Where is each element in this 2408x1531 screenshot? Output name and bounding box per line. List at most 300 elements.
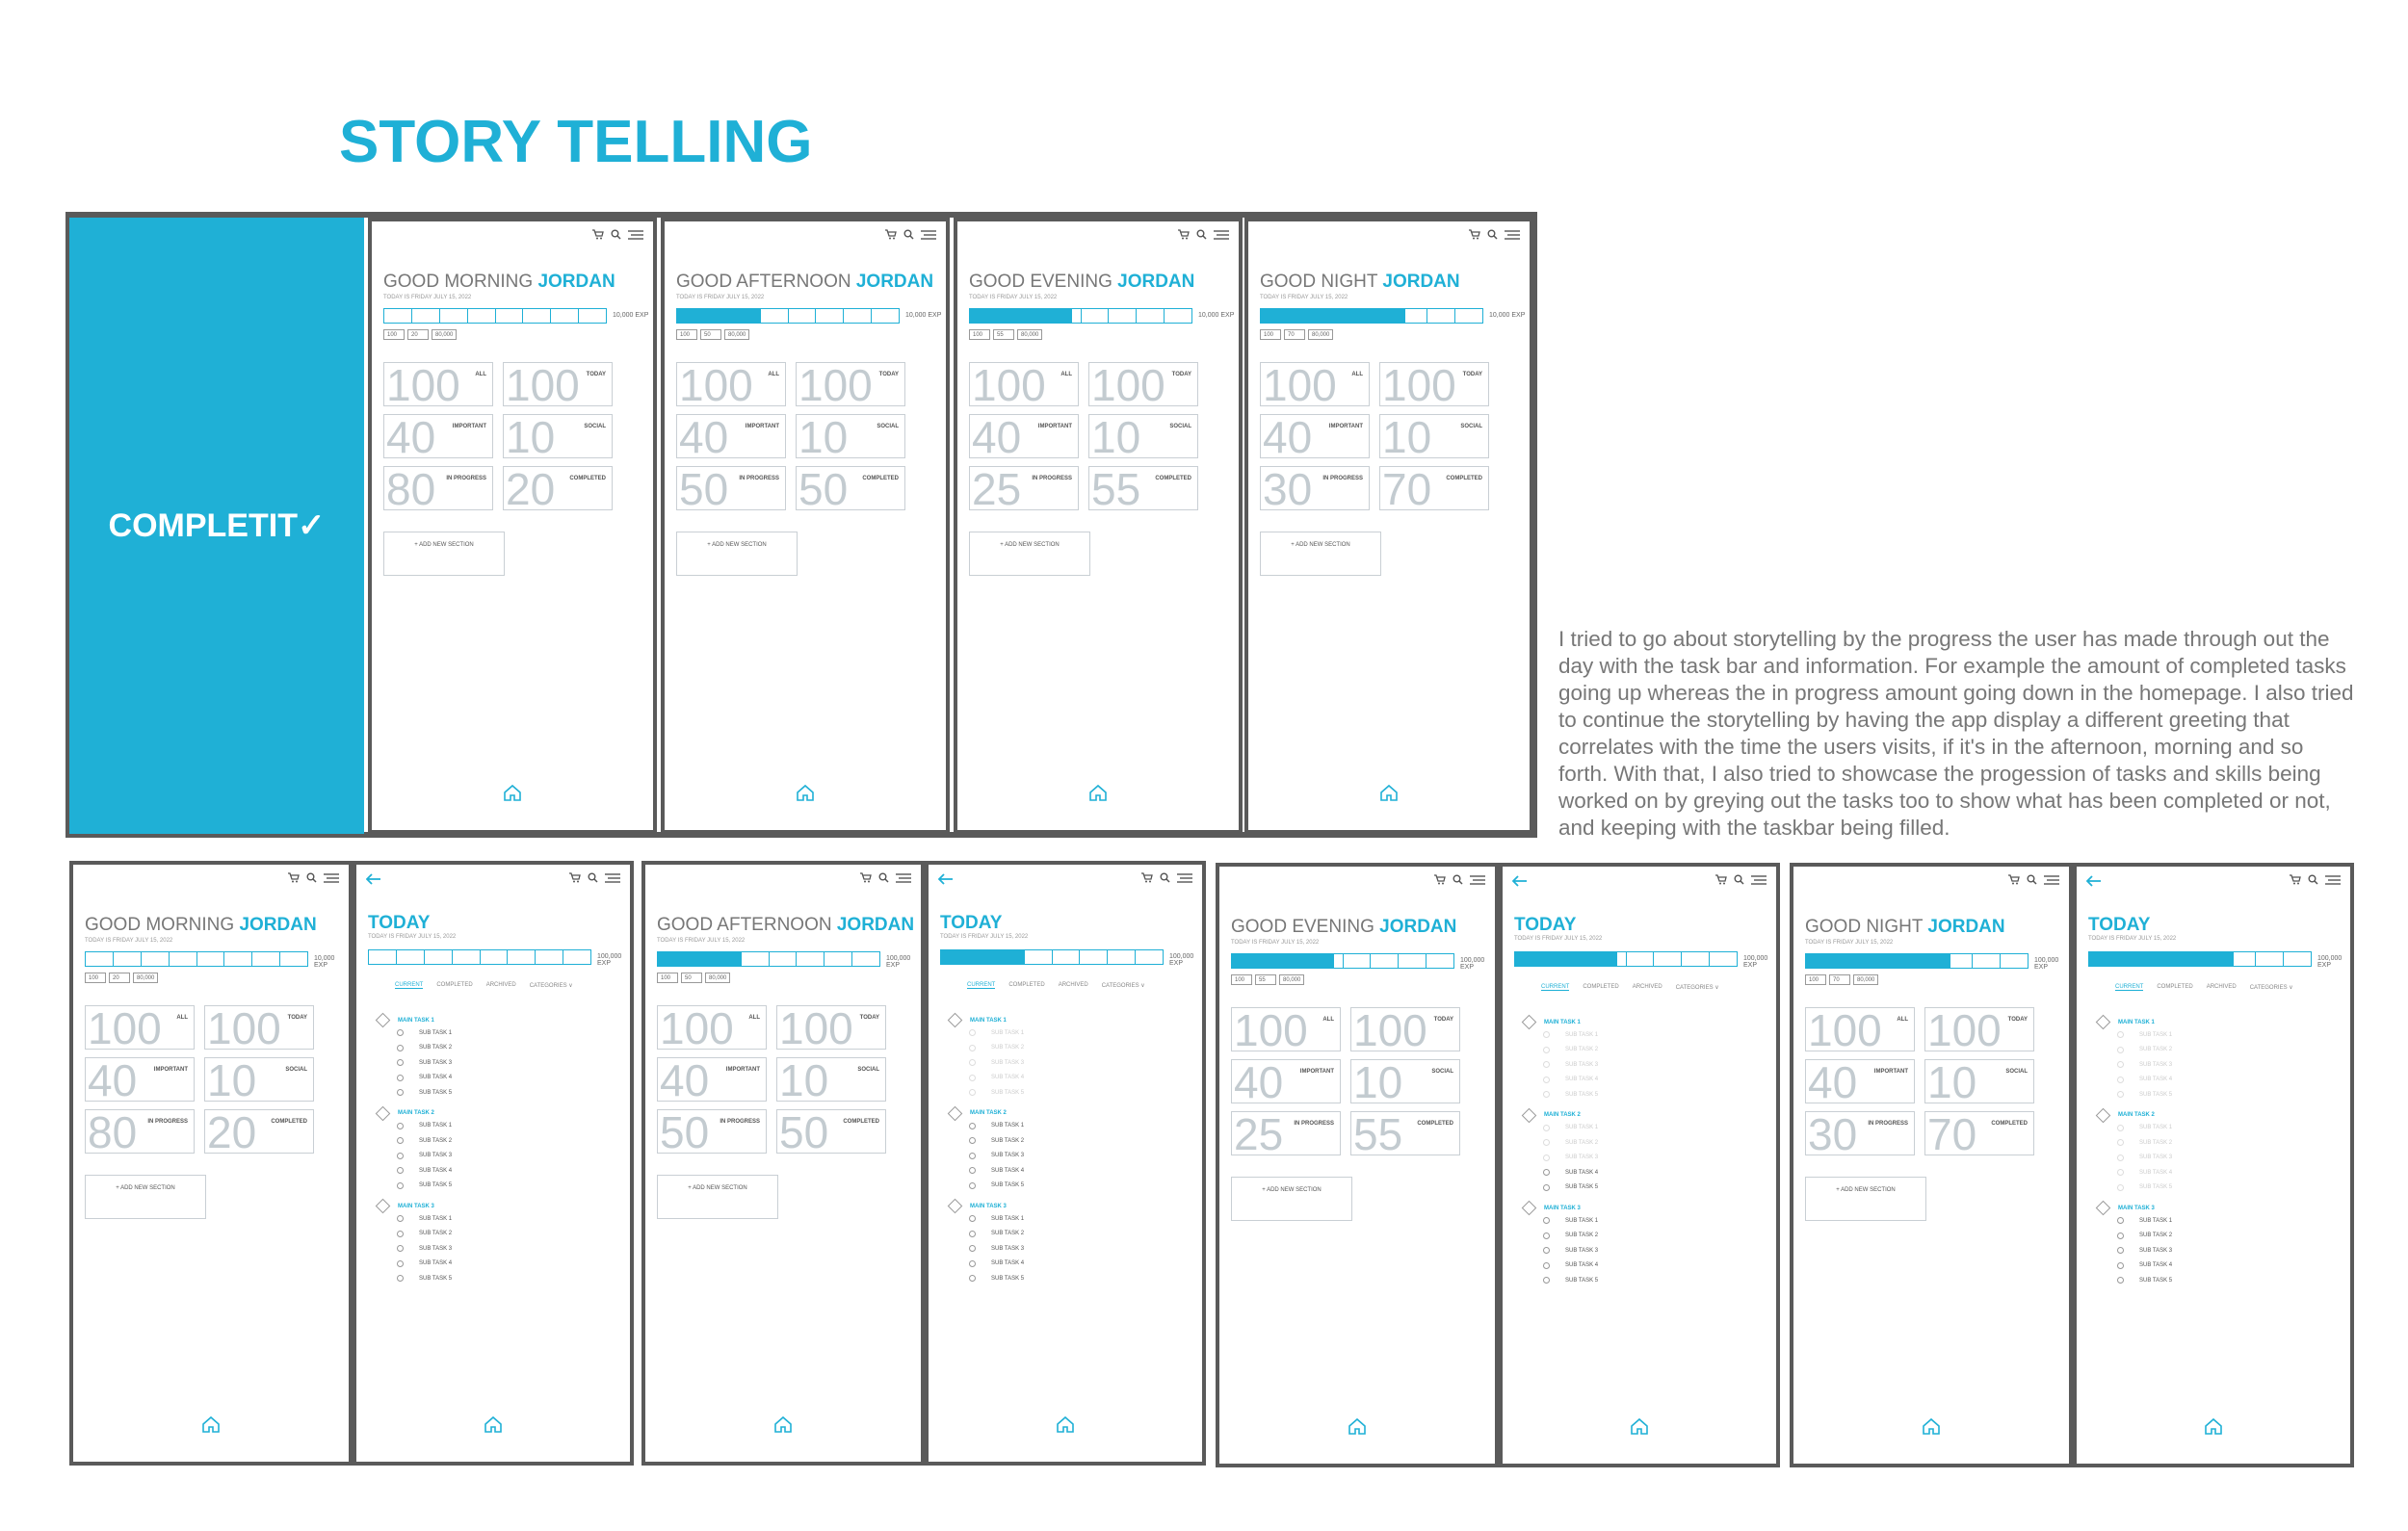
sub-task[interactable] xyxy=(1543,1121,1755,1136)
checkbox-icon[interactable] xyxy=(969,1137,976,1144)
stat-card[interactable] xyxy=(1924,1109,2034,1159)
stat-card[interactable] xyxy=(1231,1005,1341,1055)
sub-task[interactable] xyxy=(1543,1213,1755,1229)
search-icon[interactable] xyxy=(903,229,914,240)
stat-card[interactable] xyxy=(969,464,1079,514)
sub-task[interactable] xyxy=(969,1179,1181,1194)
sub-task[interactable] xyxy=(397,1119,609,1134)
stat-value: 40 xyxy=(679,412,729,462)
xp-segment xyxy=(1710,952,1737,966)
sub-task[interactable] xyxy=(1543,1259,1755,1274)
search-icon[interactable] xyxy=(1160,872,1170,883)
sub-task[interactable] xyxy=(2117,1043,2329,1058)
cart-icon[interactable] xyxy=(885,229,897,240)
main-task[interactable] xyxy=(1524,1110,1755,1121)
stat-card[interactable] xyxy=(1260,412,1370,462)
sub-task[interactable] xyxy=(397,1227,609,1242)
stat-label: ALL xyxy=(1322,1017,1334,1023)
home-icon[interactable] xyxy=(773,1415,793,1439)
checkbox-icon[interactable] xyxy=(2117,1091,2124,1098)
checkbox-icon[interactable] xyxy=(1543,1277,1550,1284)
xp-segment xyxy=(114,952,142,966)
sub-task[interactable] xyxy=(397,1071,609,1086)
menu-icon[interactable] xyxy=(2044,875,2059,885)
sub-task[interactable] xyxy=(969,1227,1181,1242)
sub-task-label: SUB TASK 5 xyxy=(419,1089,453,1096)
checkbox-icon[interactable] xyxy=(1543,1031,1550,1038)
sub-task[interactable] xyxy=(2117,1181,2329,1196)
checkbox-icon[interactable] xyxy=(1543,1061,1550,1068)
home-icon[interactable] xyxy=(1088,784,1108,807)
sub-task-label: SUB TASK 5 xyxy=(991,1089,1025,1096)
search-icon[interactable] xyxy=(2027,874,2037,885)
stat-card[interactable] xyxy=(1350,1005,1460,1055)
stat-card[interactable] xyxy=(776,1107,886,1157)
search-icon[interactable] xyxy=(1453,874,1463,885)
checkbox-icon[interactable] xyxy=(969,1167,976,1174)
sub-task[interactable] xyxy=(397,1055,609,1071)
stat-card[interactable] xyxy=(204,1003,314,1053)
xp-segment xyxy=(852,952,879,966)
stat-card[interactable] xyxy=(503,360,613,410)
add-section-button[interactable]: + ADD NEW SECTION xyxy=(657,1175,778,1219)
back-arrow-icon[interactable] xyxy=(366,872,381,890)
stat-card[interactable] xyxy=(1350,1057,1460,1107)
add-section-button[interactable]: + ADD NEW SECTION xyxy=(1231,1177,1352,1221)
sub-task[interactable] xyxy=(1543,1073,1755,1088)
sub-task[interactable] xyxy=(1543,1181,1755,1196)
checkbox-icon[interactable] xyxy=(969,1245,976,1252)
main-task[interactable] xyxy=(1524,1203,1755,1213)
sub-task-label: SUB TASK 5 xyxy=(2139,1184,2173,1191)
sub-task[interactable] xyxy=(969,1133,1181,1149)
brand-label: COMPLETIT✓ xyxy=(108,507,326,544)
xp-segment xyxy=(2228,952,2256,966)
stat-card[interactable] xyxy=(1805,1109,1915,1159)
sub-task[interactable] xyxy=(969,1211,1181,1227)
main-task[interactable] xyxy=(950,1015,1181,1025)
back-arrow-icon[interactable] xyxy=(938,872,954,890)
main-task[interactable] xyxy=(378,1108,609,1119)
home-icon[interactable] xyxy=(1922,1417,1941,1440)
sub-task[interactable] xyxy=(969,1085,1181,1101)
sub-task[interactable] xyxy=(1543,1273,1755,1288)
menu-icon[interactable] xyxy=(605,873,620,883)
stat-card[interactable] xyxy=(1088,360,1198,410)
sub-task[interactable] xyxy=(969,1119,1181,1134)
checkbox-icon[interactable] xyxy=(2117,1217,2124,1224)
checkbox-icon[interactable] xyxy=(397,1260,404,1267)
sub-task-label: SUB TASK 3 xyxy=(1565,1247,1599,1254)
xp-segment xyxy=(658,952,686,966)
stat-card[interactable] xyxy=(796,412,905,462)
checkbox-icon[interactable] xyxy=(2117,1155,2124,1161)
sub-task[interactable] xyxy=(397,1163,609,1179)
sub-task[interactable] xyxy=(397,1257,609,1272)
stat-card[interactable] xyxy=(204,1055,314,1105)
sub-task[interactable] xyxy=(2117,1027,2329,1043)
stat-label: COMPLETED xyxy=(569,476,606,481)
stat-label: IN PROGRESS xyxy=(720,1119,760,1125)
checkbox-icon[interactable] xyxy=(397,1215,404,1222)
search-icon[interactable] xyxy=(306,872,317,883)
stat-card[interactable] xyxy=(1379,464,1489,514)
checkbox-icon[interactable] xyxy=(1543,1262,1550,1269)
menu-icon[interactable] xyxy=(2325,875,2341,885)
sub-task-label: SUB TASK 5 xyxy=(991,1182,1025,1189)
checkbox-icon[interactable] xyxy=(969,1182,976,1189)
sub-task-label: SUB TASK 3 xyxy=(991,1153,1025,1159)
stat-card[interactable] xyxy=(1088,412,1198,462)
cart-icon[interactable] xyxy=(1141,872,1153,883)
menu-icon[interactable] xyxy=(1505,230,1520,240)
xp-segment xyxy=(384,309,412,323)
checkbox-icon[interactable] xyxy=(969,1045,976,1051)
stat-card[interactable] xyxy=(1924,1057,2034,1107)
cart-icon[interactable] xyxy=(1178,229,1190,240)
stat-card[interactable] xyxy=(1260,360,1370,410)
tab-categories[interactable]: CATEGORIES ∨ xyxy=(1101,983,1145,989)
sub-task[interactable] xyxy=(969,1041,1181,1056)
cart-icon[interactable] xyxy=(1434,874,1446,885)
stat-card[interactable] xyxy=(85,1003,195,1053)
tab-archived[interactable]: ARCHIVED xyxy=(1058,982,1088,988)
checkbox-icon[interactable] xyxy=(2117,1262,2124,1269)
tab-completed[interactable]: COMPLETED xyxy=(2157,984,2193,990)
xp-progress-bar xyxy=(1260,308,1483,324)
checkbox-icon[interactable] xyxy=(969,1260,976,1267)
home-icon[interactable] xyxy=(796,784,815,807)
add-section-button[interactable]: + ADD NEW SECTION xyxy=(676,532,798,576)
checkbox-icon[interactable] xyxy=(1543,1139,1550,1146)
stat-value: 30 xyxy=(1263,464,1313,514)
cart-icon[interactable] xyxy=(2290,874,2301,885)
sub-task-label: SUB TASK 4 xyxy=(991,1167,1025,1174)
cart-icon[interactable] xyxy=(592,229,604,240)
sub-task[interactable] xyxy=(397,1085,609,1101)
tab-current[interactable]: CURRENT xyxy=(2115,984,2144,990)
home-icon[interactable] xyxy=(2204,1417,2223,1440)
sub-task[interactable] xyxy=(2117,1273,2329,1288)
search-icon[interactable] xyxy=(588,872,598,883)
sub-task[interactable] xyxy=(2117,1165,2329,1181)
checkbox-icon[interactable] xyxy=(397,1153,404,1159)
checkbox-icon[interactable] xyxy=(1543,1217,1550,1224)
xp-segment xyxy=(677,309,705,323)
tab-archived[interactable]: ARCHIVED xyxy=(485,982,516,988)
checkbox-icon[interactable] xyxy=(969,1059,976,1066)
xp-segment xyxy=(1627,952,1655,966)
search-icon[interactable] xyxy=(1734,874,1744,885)
stat-card[interactable] xyxy=(1379,360,1489,410)
main-task-label: MAIN TASK 2 xyxy=(970,1110,1007,1116)
stat-card[interactable] xyxy=(383,412,493,462)
add-section-button[interactable]: + ADD NEW SECTION xyxy=(1260,532,1381,576)
xp-segment xyxy=(1399,954,1426,968)
checkbox-icon[interactable] xyxy=(2117,1077,2124,1083)
stat-card[interactable] xyxy=(1924,1005,2034,1055)
tab-current[interactable]: CURRENT xyxy=(1541,984,1570,990)
checkbox-icon[interactable] xyxy=(2117,1139,2124,1146)
cart-icon[interactable] xyxy=(569,872,581,883)
tab-archived[interactable]: ARCHIVED xyxy=(2206,984,2237,990)
checkbox-icon[interactable] xyxy=(969,1215,976,1222)
main-task[interactable] xyxy=(2098,1110,2329,1121)
back-arrow-icon[interactable] xyxy=(1512,874,1528,892)
mini-stats xyxy=(1260,329,1333,340)
cart-icon[interactable] xyxy=(1469,229,1480,240)
sub-task[interactable] xyxy=(1543,1151,1755,1166)
sub-task[interactable] xyxy=(1543,1057,1755,1073)
stat-card[interactable] xyxy=(776,1055,886,1105)
home-icon[interactable] xyxy=(1379,784,1399,807)
sub-task[interactable] xyxy=(1543,1027,1755,1043)
home-icon[interactable] xyxy=(503,784,522,807)
sub-task[interactable] xyxy=(969,1055,1181,1071)
sub-task[interactable] xyxy=(969,1163,1181,1179)
sub-task[interactable] xyxy=(969,1025,1181,1041)
top-icons xyxy=(288,872,339,883)
back-arrow-icon[interactable] xyxy=(2086,874,2102,892)
checkbox-icon[interactable] xyxy=(2117,1277,2124,1284)
stat-card[interactable] xyxy=(969,360,1079,410)
sub-task[interactable] xyxy=(2117,1135,2329,1151)
stat-card[interactable] xyxy=(676,412,786,462)
checkbox-icon[interactable] xyxy=(1543,1233,1550,1239)
sub-task[interactable] xyxy=(969,1149,1181,1164)
cart-icon[interactable] xyxy=(288,872,300,883)
checkbox-icon[interactable] xyxy=(969,1153,976,1159)
home-icon[interactable] xyxy=(1348,1417,1367,1440)
stat-card[interactable] xyxy=(1805,1005,1915,1055)
checkbox-icon[interactable] xyxy=(2117,1184,2124,1191)
menu-icon[interactable] xyxy=(324,873,339,883)
menu-icon[interactable] xyxy=(921,230,936,240)
tab-completed[interactable]: COMPLETED xyxy=(436,982,473,988)
checkbox-icon[interactable] xyxy=(969,1231,976,1237)
top-icons xyxy=(569,872,620,883)
stat-card[interactable] xyxy=(1088,464,1198,514)
sub-task[interactable] xyxy=(397,1179,609,1194)
search-icon[interactable] xyxy=(1196,229,1207,240)
checkbox-icon[interactable] xyxy=(1543,1155,1550,1161)
cart-icon[interactable] xyxy=(2008,874,2020,885)
checkbox-icon[interactable] xyxy=(1543,1125,1550,1131)
stat-card[interactable] xyxy=(776,1003,886,1053)
sub-task[interactable] xyxy=(397,1041,609,1056)
checkbox-icon[interactable] xyxy=(969,1275,976,1282)
sub-task[interactable] xyxy=(1543,1243,1755,1259)
menu-icon[interactable] xyxy=(1470,875,1485,885)
sub-task[interactable] xyxy=(397,1149,609,1164)
today-screen xyxy=(1499,863,1780,1467)
sub-task[interactable] xyxy=(1543,1043,1755,1058)
checkbox-icon[interactable] xyxy=(397,1029,404,1036)
checkbox-icon[interactable] xyxy=(2117,1125,2124,1131)
main-task[interactable] xyxy=(1524,1017,1755,1027)
sub-task[interactable] xyxy=(2117,1057,2329,1073)
sub-task[interactable] xyxy=(1543,1165,1755,1181)
stat-card[interactable] xyxy=(1350,1109,1460,1159)
checkbox-icon[interactable] xyxy=(969,1029,976,1036)
stat-card[interactable] xyxy=(1231,1109,1341,1159)
checkbox-icon[interactable] xyxy=(397,1167,404,1174)
home-icon[interactable] xyxy=(201,1415,221,1439)
search-icon[interactable] xyxy=(2308,874,2318,885)
checkbox-icon[interactable] xyxy=(397,1245,404,1252)
sub-task[interactable] xyxy=(2117,1243,2329,1259)
checkbox-icon[interactable] xyxy=(2117,1031,2124,1038)
checkbox-icon[interactable] xyxy=(397,1182,404,1189)
home-icon[interactable] xyxy=(1630,1417,1649,1440)
sub-task[interactable] xyxy=(1543,1087,1755,1103)
sub-task[interactable] xyxy=(2117,1259,2329,1274)
sub-task[interactable] xyxy=(397,1211,609,1227)
checkbox-icon[interactable] xyxy=(2117,1233,2124,1239)
xp-segment xyxy=(425,950,453,964)
stat-label: COMPLETED xyxy=(1991,1121,2028,1127)
checkbox-icon[interactable] xyxy=(397,1045,404,1051)
checkbox-icon[interactable] xyxy=(2117,1061,2124,1068)
checkbox-icon[interactable] xyxy=(969,1089,976,1096)
sub-task[interactable] xyxy=(969,1071,1181,1086)
sub-task[interactable] xyxy=(397,1241,609,1257)
menu-icon[interactable] xyxy=(628,230,643,240)
home-icon[interactable] xyxy=(484,1415,503,1439)
menu-icon[interactable] xyxy=(1177,873,1192,883)
search-icon[interactable] xyxy=(878,872,889,883)
checkbox-icon[interactable] xyxy=(397,1231,404,1237)
sub-task[interactable] xyxy=(969,1257,1181,1272)
sub-task[interactable] xyxy=(2117,1151,2329,1166)
checkbox-icon[interactable] xyxy=(1543,1247,1550,1254)
add-section-button[interactable]: + ADD NEW SECTION xyxy=(969,532,1090,576)
checkbox-icon[interactable] xyxy=(397,1075,404,1081)
xp-segment xyxy=(1026,309,1054,323)
tab-completed[interactable]: COMPLETED xyxy=(1583,984,1619,990)
sub-task[interactable] xyxy=(2117,1073,2329,1088)
main-task[interactable] xyxy=(2098,1203,2329,1213)
stat-card[interactable] xyxy=(503,464,613,514)
sub-task[interactable] xyxy=(397,1271,609,1286)
checkbox-icon[interactable] xyxy=(1543,1091,1550,1098)
stat-label: TODAY xyxy=(1462,372,1482,377)
search-icon[interactable] xyxy=(611,229,621,240)
sub-task[interactable] xyxy=(2117,1213,2329,1229)
stat-card[interactable] xyxy=(676,464,786,514)
sub-task[interactable] xyxy=(2117,1121,2329,1136)
tab-categories[interactable]: CATEGORIES ∨ xyxy=(529,983,573,989)
stat-card[interactable] xyxy=(796,464,905,514)
home-icon[interactable] xyxy=(1056,1415,1075,1439)
tab-completed[interactable]: COMPLETED xyxy=(1008,982,1045,988)
cart-icon[interactable] xyxy=(860,872,872,883)
tab-archived[interactable]: ARCHIVED xyxy=(1632,984,1662,990)
stat-card[interactable] xyxy=(383,360,493,410)
sub-task[interactable] xyxy=(969,1241,1181,1257)
stat-card[interactable] xyxy=(657,1107,767,1157)
main-task[interactable] xyxy=(950,1108,1181,1119)
checkbox-icon[interactable] xyxy=(397,1059,404,1066)
add-section-button[interactable]: + ADD NEW SECTION xyxy=(1805,1177,1926,1221)
greeting-text: GOOD EVENING xyxy=(1231,917,1380,937)
xp-segment xyxy=(1806,954,1834,968)
stat-card[interactable] xyxy=(503,412,613,462)
tab-categories[interactable]: CATEGORIES ∨ xyxy=(1675,985,1719,991)
stat-card[interactable] xyxy=(676,360,786,410)
main-task[interactable] xyxy=(2098,1017,2329,1027)
add-section-button[interactable]: + ADD NEW SECTION xyxy=(85,1175,206,1219)
checkbox-icon[interactable] xyxy=(1543,1047,1550,1053)
sub-task[interactable] xyxy=(397,1133,609,1149)
stat-label: IMPORTANT xyxy=(452,424,486,429)
cart-icon[interactable] xyxy=(1715,874,1727,885)
stat-card[interactable] xyxy=(85,1055,195,1105)
checkbox-icon[interactable] xyxy=(1543,1169,1550,1176)
sub-task[interactable] xyxy=(397,1025,609,1041)
checkbox-icon[interactable] xyxy=(397,1275,404,1282)
checkbox-icon[interactable] xyxy=(969,1123,976,1129)
stat-card[interactable] xyxy=(657,1003,767,1053)
stat-card[interactable] xyxy=(1379,412,1489,462)
checkbox-icon[interactable] xyxy=(2117,1047,2124,1053)
tab-current[interactable]: CURRENT xyxy=(395,982,424,988)
sub-task[interactable] xyxy=(1543,1135,1755,1151)
main-task[interactable] xyxy=(950,1201,1181,1211)
xp-segment xyxy=(1316,954,1344,968)
stat-card[interactable] xyxy=(657,1055,767,1105)
checkbox-icon[interactable] xyxy=(969,1075,976,1081)
tab-categories[interactable]: CATEGORIES ∨ xyxy=(2249,985,2293,991)
sub-task[interactable] xyxy=(969,1271,1181,1286)
checkbox-icon[interactable] xyxy=(2117,1169,2124,1176)
user-name: JORDAN xyxy=(836,915,915,935)
xp-segment xyxy=(1682,952,1710,966)
stat-card[interactable] xyxy=(85,1107,195,1157)
main-task[interactable] xyxy=(378,1201,609,1211)
stat-card[interactable] xyxy=(383,464,493,514)
add-section-button[interactable]: + ADD NEW SECTION xyxy=(383,532,505,576)
stat-value: 10 xyxy=(779,1055,829,1105)
task-tabs xyxy=(967,982,1145,989)
stat-card[interactable] xyxy=(796,360,905,410)
stat-card[interactable] xyxy=(1805,1057,1915,1107)
xp-segment xyxy=(872,309,899,323)
sub-task[interactable] xyxy=(1543,1229,1755,1244)
menu-icon[interactable] xyxy=(1751,875,1767,885)
stat-card[interactable] xyxy=(1231,1057,1341,1107)
checkbox-icon[interactable] xyxy=(1543,1184,1550,1191)
menu-icon[interactable] xyxy=(1214,230,1229,240)
main-task[interactable] xyxy=(378,1015,609,1025)
stat-card[interactable] xyxy=(1260,464,1370,514)
checkbox-icon[interactable] xyxy=(397,1089,404,1096)
stat-card[interactable] xyxy=(969,412,1079,462)
checkbox-icon[interactable] xyxy=(397,1137,404,1144)
menu-icon[interactable] xyxy=(896,873,911,883)
search-icon[interactable] xyxy=(1487,229,1498,240)
checkbox-icon[interactable] xyxy=(397,1123,404,1129)
sub-task[interactable] xyxy=(2117,1229,2329,1244)
xp-segment xyxy=(969,950,997,964)
task-tabs xyxy=(1541,984,1719,991)
xp-segment xyxy=(1427,309,1455,323)
checkbox-icon[interactable] xyxy=(2117,1247,2124,1254)
stat-card[interactable] xyxy=(204,1107,314,1157)
checkbox-icon[interactable] xyxy=(1543,1077,1550,1083)
tab-current[interactable]: CURRENT xyxy=(967,982,996,988)
sub-task[interactable] xyxy=(2117,1087,2329,1103)
